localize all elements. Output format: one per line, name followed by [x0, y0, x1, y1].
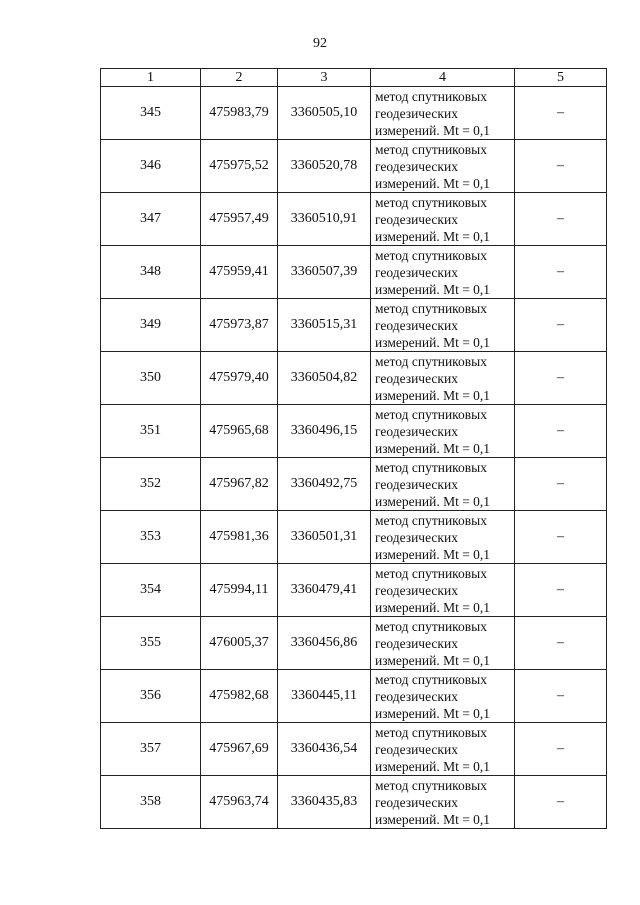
y-coordinate-cell: 3360505,10 [278, 87, 371, 140]
table-row [101, 458, 607, 511]
method-text-line: измерений. Mt = 0,1 [375, 281, 491, 297]
column-5-cell: – [515, 140, 607, 193]
table-row [101, 405, 607, 458]
table-row [101, 87, 607, 140]
method-text-line: геодезических [375, 582, 458, 598]
table-row [101, 352, 607, 405]
point-number-cell: 358 [101, 776, 201, 829]
x-coordinate-cell: 475994,11 [201, 564, 278, 617]
method-text-line: метод спутниковых [375, 565, 487, 581]
method-text-line: геодезических [375, 264, 458, 280]
point-number-cell: 348 [101, 246, 201, 299]
method-text-line: измерений. Mt = 0,1 [375, 493, 491, 509]
point-number-cell: 356 [101, 670, 201, 723]
method-cell [371, 458, 515, 511]
method-text-line: геодезических [375, 688, 458, 704]
method-text-line: измерений. Mt = 0,1 [375, 228, 491, 244]
point-number-cell: 346 [101, 140, 201, 193]
method-text-line: измерений. Mt = 0,1 [375, 599, 491, 615]
x-coordinate-cell: 475973,87 [201, 299, 278, 352]
table-body [101, 87, 607, 829]
method-cell [371, 564, 515, 617]
point-number-cell: 351 [101, 405, 201, 458]
method-cell [371, 87, 515, 140]
method-text-line: измерений. Mt = 0,1 [375, 546, 491, 562]
y-coordinate-cell: 3360492,75 [278, 458, 371, 511]
point-number-cell: 353 [101, 511, 201, 564]
y-coordinate-cell: 3360507,39 [278, 246, 371, 299]
column-5-cell: – [515, 299, 607, 352]
column-5-cell: – [515, 405, 607, 458]
column-5-cell: – [515, 723, 607, 776]
column-5-cell: – [515, 776, 607, 829]
column-5-cell: – [515, 511, 607, 564]
point-number-cell: 349 [101, 299, 201, 352]
method-text-line: метод спутниковых [375, 724, 487, 740]
method-text-line: измерений. Mt = 0,1 [375, 652, 491, 668]
table-row [101, 511, 607, 564]
table-row [101, 723, 607, 776]
method-cell [371, 405, 515, 458]
method-text-line: метод спутниковых [375, 459, 487, 475]
method-cell [371, 511, 515, 564]
x-coordinate-cell: 475981,36 [201, 511, 278, 564]
method-cell [371, 140, 515, 193]
point-number-cell: 345 [101, 87, 201, 140]
point-number-cell: 354 [101, 564, 201, 617]
column-5-cell: – [515, 458, 607, 511]
y-coordinate-cell: 3360445,11 [278, 670, 371, 723]
header-col-2: 2 [201, 69, 278, 87]
method-cell [371, 776, 515, 829]
method-text-line: геодезических [375, 211, 458, 227]
method-text-line: геодезических [375, 529, 458, 545]
y-coordinate-cell: 3360501,31 [278, 511, 371, 564]
header-col-5: 5 [515, 69, 607, 87]
method-text-line: геодезических [375, 158, 458, 174]
method-text-line: измерений. Mt = 0,1 [375, 122, 491, 138]
x-coordinate-cell: 475975,52 [201, 140, 278, 193]
point-number-cell: 352 [101, 458, 201, 511]
method-text-line: измерений. Mt = 0,1 [375, 387, 491, 403]
y-coordinate-cell: 3360504,82 [278, 352, 371, 405]
method-text-line: геодезических [375, 741, 458, 757]
y-coordinate-cell: 3360436,54 [278, 723, 371, 776]
method-text-line: измерений. Mt = 0,1 [375, 705, 491, 721]
y-coordinate-cell: 3360456,86 [278, 617, 371, 670]
y-coordinate-cell: 3360515,31 [278, 299, 371, 352]
header-col-1: 1 [101, 69, 201, 87]
table-row [101, 299, 607, 352]
method-cell [371, 193, 515, 246]
method-text-line: метод спутниковых [375, 512, 487, 528]
point-number-cell: 350 [101, 352, 201, 405]
method-text-line: геодезических [375, 794, 458, 810]
x-coordinate-cell: 475965,68 [201, 405, 278, 458]
table-row [101, 246, 607, 299]
y-coordinate-cell: 3360510,91 [278, 193, 371, 246]
y-coordinate-cell: 3360520,78 [278, 140, 371, 193]
method-text-line: геодезических [375, 423, 458, 439]
method-text-line: геодезических [375, 635, 458, 651]
x-coordinate-cell: 475967,69 [201, 723, 278, 776]
table-row [101, 140, 607, 193]
header-col-4: 4 [371, 69, 515, 87]
method-text-line: геодезических [375, 476, 458, 492]
table-row [101, 776, 607, 829]
x-coordinate-cell: 476005,37 [201, 617, 278, 670]
method-text-line: метод спутниковых [375, 671, 487, 687]
column-5-cell: – [515, 352, 607, 405]
method-cell [371, 617, 515, 670]
method-cell [371, 723, 515, 776]
column-5-cell: – [515, 670, 607, 723]
method-text-line: метод спутниковых [375, 247, 487, 263]
method-text-line: метод спутниковых [375, 618, 487, 634]
point-number-cell: 355 [101, 617, 201, 670]
method-cell [371, 246, 515, 299]
column-5-cell: – [515, 564, 607, 617]
coordinates-table [100, 68, 607, 829]
x-coordinate-cell: 475967,82 [201, 458, 278, 511]
table-row [101, 617, 607, 670]
x-coordinate-cell: 475979,40 [201, 352, 278, 405]
method-text-line: метод спутниковых [375, 777, 487, 793]
method-text-line: метод спутниковых [375, 194, 487, 210]
point-number-cell: 347 [101, 193, 201, 246]
method-text-line: измерений. Mt = 0,1 [375, 175, 491, 191]
method-text-line: метод спутниковых [375, 353, 487, 369]
table-row [101, 193, 607, 246]
x-coordinate-cell: 475983,79 [201, 87, 278, 140]
method-text-line: геодезических [375, 370, 458, 386]
x-coordinate-cell: 475959,41 [201, 246, 278, 299]
point-number-cell: 357 [101, 723, 201, 776]
method-text-line: измерений. Mt = 0,1 [375, 758, 491, 774]
y-coordinate-cell: 3360479,41 [278, 564, 371, 617]
x-coordinate-cell: 475963,74 [201, 776, 278, 829]
method-text-line: геодезических [375, 105, 458, 121]
method-text-line: метод спутниковых [375, 141, 487, 157]
table-row [101, 670, 607, 723]
x-coordinate-cell: 475982,68 [201, 670, 278, 723]
column-5-cell: – [515, 87, 607, 140]
column-5-cell: – [515, 193, 607, 246]
method-text-line: измерений. Mt = 0,1 [375, 440, 491, 456]
method-text-line: метод спутниковых [375, 88, 487, 104]
column-5-cell: – [515, 246, 607, 299]
method-cell [371, 352, 515, 405]
table-row [101, 564, 607, 617]
method-text-line: измерений. Mt = 0,1 [375, 811, 491, 827]
method-text-line: метод спутниковых [375, 406, 487, 422]
y-coordinate-cell: 3360435,83 [278, 776, 371, 829]
y-coordinate-cell: 3360496,15 [278, 405, 371, 458]
method-cell [371, 670, 515, 723]
column-5-cell: – [515, 617, 607, 670]
header-col-3: 3 [278, 69, 371, 87]
method-text-line: метод спутниковых [375, 300, 487, 316]
method-cell [371, 299, 515, 352]
page-number: 92 [313, 36, 327, 51]
table-header-row [101, 69, 607, 87]
x-coordinate-cell: 475957,49 [201, 193, 278, 246]
method-text-line: измерений. Mt = 0,1 [375, 334, 491, 350]
method-text-line: геодезических [375, 317, 458, 333]
